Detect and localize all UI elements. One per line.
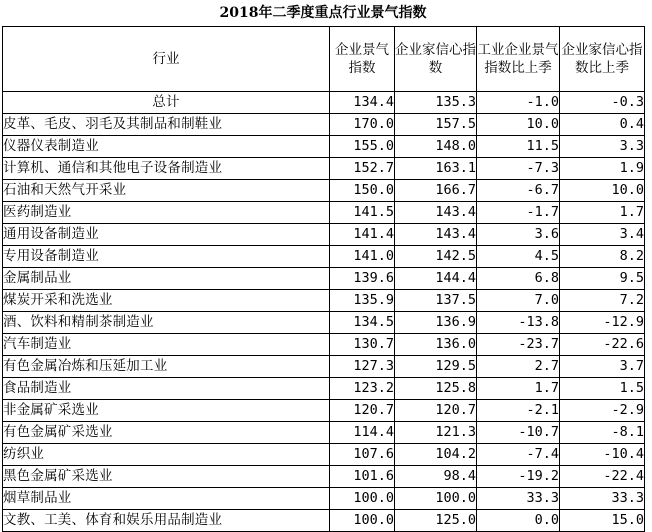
table-body <box>3 92 645 532</box>
industry-change-cell: -1.7 <box>477 202 560 224</box>
industry-index-cell: 120.7 <box>330 400 395 422</box>
industry-name-cell: 有色金属矿采选业 <box>3 422 330 444</box>
industry-change-cell: -7.3 <box>477 158 560 180</box>
confidence-change-cell: 0.4 <box>560 114 645 136</box>
table-row <box>3 114 645 136</box>
industry-name-cell: 纺织业 <box>3 444 330 466</box>
confidence-change-cell: 3.3 <box>560 136 645 158</box>
confidence-change-cell: 7.2 <box>560 290 645 312</box>
industry-name-cell: 通用设备制造业 <box>3 224 330 246</box>
industry-name-cell: 黑色金属矿采选业 <box>3 466 330 488</box>
industry-name-cell: 金属制品业 <box>3 268 330 290</box>
industry-index-cell: 139.6 <box>330 268 395 290</box>
confidence-index-cell: 100.0 <box>395 488 477 510</box>
industry-change-cell: 2.7 <box>477 356 560 378</box>
industry-name-cell: 医药制造业 <box>3 202 330 224</box>
table-row <box>3 268 645 290</box>
table-row <box>3 378 645 400</box>
industry-change-cell: -19.2 <box>477 466 560 488</box>
confidence-change-cell: -2.9 <box>560 400 645 422</box>
header-row <box>3 27 645 92</box>
industry-index-cell: 170.0 <box>330 114 395 136</box>
table-title: 2018年二季度重点行业景气指数 <box>219 5 427 21</box>
industry-change-cell: -1.0 <box>477 92 560 114</box>
industry-change-cell: -7.4 <box>477 444 560 466</box>
industry-index-cell: 135.9 <box>330 290 395 312</box>
confidence-index-cell: 120.7 <box>395 400 477 422</box>
industry-change-cell: -13.8 <box>477 312 560 334</box>
confidence-change-cell: -22.6 <box>560 334 645 356</box>
confidence-change-cell: 3.7 <box>560 356 645 378</box>
header-industry: 行业 <box>3 27 330 92</box>
industry-change-cell: 4.5 <box>477 246 560 268</box>
confidence-change-cell: 33.3 <box>560 488 645 510</box>
confidence-index-cell: 121.3 <box>395 422 477 444</box>
confidence-index-cell: 157.5 <box>395 114 477 136</box>
industry-index-cell: 134.5 <box>330 312 395 334</box>
header-industry-index: 企业景气指数 <box>330 27 395 92</box>
industry-name-cell: 总计 <box>3 92 330 114</box>
confidence-index-cell: 163.1 <box>395 158 477 180</box>
table-row <box>3 246 645 268</box>
confidence-index-cell: 148.0 <box>395 136 477 158</box>
confidence-change-cell: 9.5 <box>560 268 645 290</box>
confidence-index-cell: 125.8 <box>395 378 477 400</box>
confidence-index-cell: 125.0 <box>395 510 477 532</box>
table-row <box>3 444 645 466</box>
confidence-index-cell: 104.2 <box>395 444 477 466</box>
industry-index-cell: 100.0 <box>330 510 395 532</box>
industry-change-cell: 7.0 <box>477 290 560 312</box>
industry-index-cell: 134.4 <box>330 92 395 114</box>
header-industry-change: 工业企业景气指数比上季 <box>477 27 560 92</box>
confidence-index-cell: 137.5 <box>395 290 477 312</box>
confidence-change-cell: 3.4 <box>560 224 645 246</box>
industry-index-cell: 152.7 <box>330 158 395 180</box>
confidence-change-cell: 8.2 <box>560 246 645 268</box>
industry-index-cell: 114.4 <box>330 422 395 444</box>
table-row <box>3 488 645 510</box>
confidence-index-cell: 98.4 <box>395 466 477 488</box>
industry-name-cell: 烟草制品业 <box>3 488 330 510</box>
confidence-index-cell: 136.9 <box>395 312 477 334</box>
confidence-change-cell: 15.0 <box>560 510 645 532</box>
industry-change-cell: 33.3 <box>477 488 560 510</box>
confidence-change-cell: 10.0 <box>560 180 645 202</box>
confidence-index-cell: 135.3 <box>395 92 477 114</box>
table-row <box>3 356 645 378</box>
industry-change-cell: -10.7 <box>477 422 560 444</box>
industry-index-cell: 141.5 <box>330 202 395 224</box>
table-row <box>3 290 645 312</box>
table-row <box>3 180 645 202</box>
industry-change-cell: -2.1 <box>477 400 560 422</box>
industry-index-cell: 127.3 <box>330 356 395 378</box>
industry-name-cell: 皮革、毛皮、羽毛及其制品和制鞋业 <box>3 114 330 136</box>
industry-name-cell: 专用设备制造业 <box>3 246 330 268</box>
industry-name-cell: 汽车制造业 <box>3 334 330 356</box>
table-row <box>3 224 645 246</box>
industry-change-cell: 0.0 <box>477 510 560 532</box>
industry-index-cell: 141.4 <box>330 224 395 246</box>
table-row <box>3 136 645 158</box>
confidence-index-cell: 129.5 <box>395 356 477 378</box>
industry-index-cell: 101.6 <box>330 466 395 488</box>
table-row <box>3 202 645 224</box>
confidence-index-cell: 143.4 <box>395 202 477 224</box>
industry-name-cell: 石油和天然气开采业 <box>3 180 330 202</box>
industry-name-cell: 计算机、通信和其他电子设备制造业 <box>3 158 330 180</box>
header-confidence-change: 企业家信心指数比上季 <box>560 27 645 92</box>
industry-index-cell: 123.2 <box>330 378 395 400</box>
table-row <box>3 510 645 532</box>
table-row <box>3 400 645 422</box>
industry-name-cell: 煤炭开采和洗选业 <box>3 290 330 312</box>
confidence-change-cell: -0.3 <box>560 92 645 114</box>
industry-name-cell: 有色金属冶炼和压延加工业 <box>3 356 330 378</box>
industry-index-table <box>2 26 645 532</box>
industry-change-cell: 11.5 <box>477 136 560 158</box>
industry-name-cell: 酒、饮料和精制茶制造业 <box>3 312 330 334</box>
industry-index-cell: 130.7 <box>330 334 395 356</box>
industry-change-cell: 3.6 <box>477 224 560 246</box>
confidence-change-cell: 1.9 <box>560 158 645 180</box>
industry-name-cell: 非金属矿采选业 <box>3 400 330 422</box>
industry-change-cell: -23.7 <box>477 334 560 356</box>
industry-index-cell: 155.0 <box>330 136 395 158</box>
industry-index-cell: 141.0 <box>330 246 395 268</box>
industry-index-cell: 107.6 <box>330 444 395 466</box>
confidence-change-cell: -10.4 <box>560 444 645 466</box>
confidence-change-cell: -8.1 <box>560 422 645 444</box>
confidence-change-cell: 1.5 <box>560 378 645 400</box>
industry-change-cell: -6.7 <box>477 180 560 202</box>
industry-name-cell: 文教、工美、体育和娱乐用品制造业 <box>3 510 330 532</box>
industry-change-cell: 1.7 <box>477 378 560 400</box>
table-row <box>3 466 645 488</box>
table-row <box>3 422 645 444</box>
table-row <box>3 312 645 334</box>
confidence-index-cell: 166.7 <box>395 180 477 202</box>
industry-name-cell: 仪器仪表制造业 <box>3 136 330 158</box>
confidence-index-cell: 144.4 <box>395 268 477 290</box>
industry-change-cell: 10.0 <box>477 114 560 136</box>
industry-index-cell: 150.0 <box>330 180 395 202</box>
confidence-index-cell: 136.0 <box>395 334 477 356</box>
confidence-index-cell: 143.4 <box>395 224 477 246</box>
confidence-change-cell: 1.7 <box>560 202 645 224</box>
industry-index-cell: 100.0 <box>330 488 395 510</box>
confidence-index-cell: 142.5 <box>395 246 477 268</box>
header-confidence-index: 企业家信心指数 <box>395 27 477 92</box>
table-row <box>3 334 645 356</box>
industry-name-cell: 食品制造业 <box>3 378 330 400</box>
industry-change-cell: 6.8 <box>477 268 560 290</box>
confidence-change-cell: -22.4 <box>560 466 645 488</box>
table-row <box>3 92 645 114</box>
table-row <box>3 158 645 180</box>
confidence-change-cell: -12.9 <box>560 312 645 334</box>
